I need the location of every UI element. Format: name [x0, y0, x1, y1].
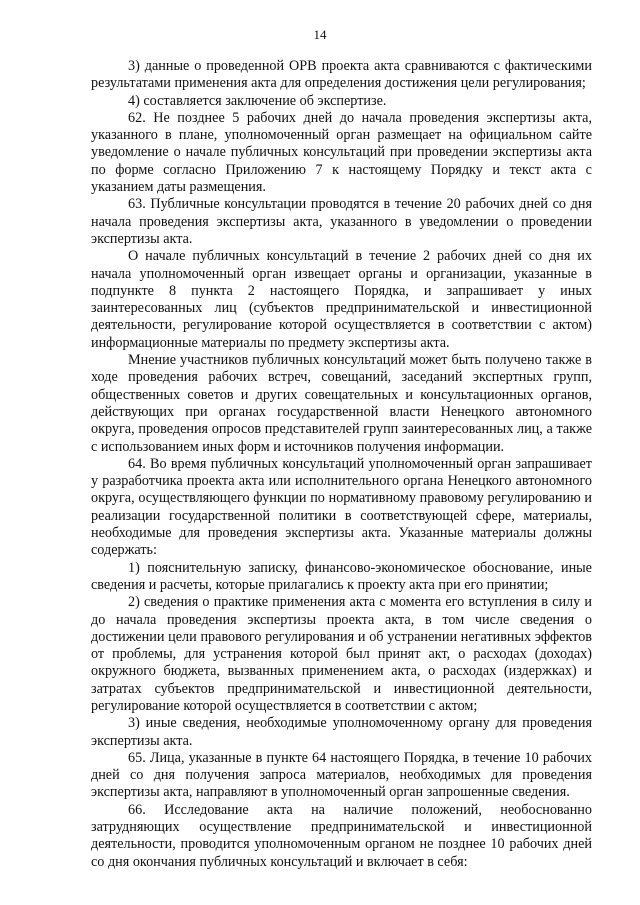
paragraph: 63. Публичные консультации проводятся в течение 20 рабочих дней со дня начала проведения экспертизы акта, указанного в уведомлении о проведении экспертизы акта.	[91, 196, 592, 247]
paragraph: 4) составляется заключение об экспертизе.	[128, 92, 387, 109]
paragraph: 3) иные сведения, необходимые уполномоченному органу для проведения экспертизы акта.	[91, 715, 592, 749]
paragraph: 1) пояснительную записку, финансово-экономическое обоснование, иные сведения и расчеты, которые прилагались к проекту акта при его принятии;	[91, 559, 592, 593]
paragraph: 62. Не позднее 5 рабочих дней до начала проведения экспертизы акта, указанного в плане, уполномоченный орган размещает на официальном сайте уведомление о начале публичных консультаций при проведении экспертизы акта по форме согласно Приложению 7 к настоящему Порядку и текст акта с указанием даты размещения.	[91, 109, 592, 196]
paragraph: 64. Во время публичных консультаций уполномоченный орган запрашивает у разработчика проекта акта или исполнительного органа Ненецкого автономного округа, осуществляющего функции по нормативному правовому регулированию и реализации государственной политики в соответствующей сфере, материалы, необходимые для проведения экспертизы акта. Указанные материалы должны содержать:	[91, 455, 592, 559]
paragraph: О начале публичных консультаций в течение 2 рабочих дней со дня их начала уполномоченный орган извещает органы и организации, указанные в подпункте 8 пункта 2 настоящего Порядка, и запрашивает у иных заинтересованных лиц (субъектов предпринимательской и инвестиционной деятельности, регулирование которой осуществляется в соответствии с актом) информационные материалы по предмету экспертизы акта.	[91, 248, 592, 351]
paragraph: 2) сведения о практике применения акта с момента его вступления в силу и до начала проведения экспертизы проекта акта, в том числе сведения о достижении цели правового регулирования и об устранении негативных эффектов от проблемы, для устранения которой был принят акт, о расходах (доходах) окружного бюджета, вызванных применением акта, о расходах (издержках) и затратах субъектов предпринимательской и инвестиционной деятельности, регулирование которой осуществляется в соответствии с актом;	[91, 594, 592, 714]
paragraph: 66. Исследование акта на наличие положений, необоснованно затрудняющих осуществление предпринимательской и инвестиционной деятельности, проводится уполномоченным органом не позднее 10 рабочих дней со дня окончания публичных консультаций и включает в себя:	[91, 801, 592, 870]
paragraph: Мнение участников публичных консультаций может быть получено также в ходе проведения рабочих встреч, совещаний, заседаний экспертных групп, общественных советов и других совещательных и консультационных органов, действующих при органах государственной власти Ненецкого автономного округа, проведения опросов представителей групп заинтересованных лиц, а также с использованием иных форм и источников получения информации.	[91, 352, 592, 455]
page-number: 14	[313, 27, 327, 42]
document-body	[91, 58, 592, 871]
paragraph: 65. Лица, указанные в пункте 64 настоящего Порядка, в течение 10 рабочих дней со дня получения запроса материалов, необходимых для проведения экспертизы акта, направляют в уполномоченный орган запрошенные сведения.	[91, 749, 592, 801]
paragraph: 3) данные о проведенной ОРВ проекта акта сравниваются с фактическими результатами применения акта для определения достижения цели регулирования;	[91, 58, 592, 92]
